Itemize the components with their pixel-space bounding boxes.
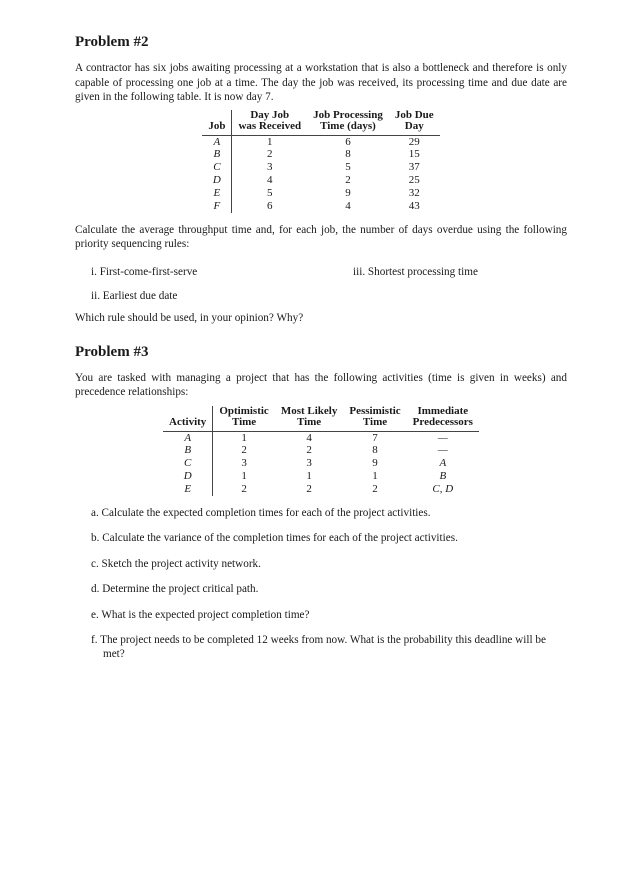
job-id: C: [202, 162, 232, 175]
table-cell: 9: [345, 186, 351, 199]
table-cell: 1: [241, 469, 247, 482]
activities-header: Activity: [163, 417, 213, 431]
problem-3-intro: You are tasked with managing a project that has the following activities (time is given in weeks) and precedence relationships:: [75, 371, 567, 399]
task-item: a. Calculate the expected completion times for each of the project activities.: [91, 506, 431, 519]
table-row: [202, 149, 439, 162]
activity-id: D: [163, 470, 213, 483]
activities-header: Pessimistic: [349, 404, 401, 417]
table-row: [163, 483, 479, 496]
table-cell: 2: [372, 482, 378, 495]
table-cell: A: [439, 457, 447, 470]
table-cell: 25: [408, 173, 420, 186]
jobs-header: Job: [202, 121, 232, 135]
table-row: [202, 162, 439, 175]
jobs-header: Job Due: [394, 108, 434, 121]
table-cell: 2: [267, 148, 273, 161]
table-cell: —: [437, 431, 448, 444]
problem-2-title: Problem #2: [75, 34, 149, 50]
table-cell: 3: [306, 457, 312, 470]
table-row: [202, 200, 439, 213]
table-row: [163, 470, 479, 483]
rule-item: ii. Earliest due date: [91, 289, 178, 302]
jobs-header: Job Processing: [313, 108, 383, 121]
table-cell: 7: [372, 431, 378, 444]
activities-header: Time: [343, 417, 406, 431]
table-cell: 1: [241, 431, 247, 444]
activities-header: Time: [275, 417, 344, 431]
table-cell: 6: [345, 135, 351, 148]
table-cell: 2: [306, 482, 312, 495]
table-row: [202, 174, 439, 187]
table-cell: 32: [408, 186, 420, 199]
problem-2-question: Calculate the average throughput time and, for each job, the number of days overdue using the following priority sequencing rules:: [75, 223, 567, 251]
table-cell: 2: [345, 173, 351, 186]
task-item: c. Sketch the project activity network.: [91, 557, 261, 570]
activities-table: [163, 406, 479, 496]
table-cell: 4: [306, 431, 312, 444]
table-row: [163, 445, 479, 458]
document-page: [75, 32, 567, 673]
table-cell: 5: [345, 161, 351, 174]
table-cell: 8: [372, 444, 378, 457]
rules-list: [75, 265, 567, 279]
task-item: b. Calculate the variance of the completion times for each of the project activities.: [91, 532, 458, 545]
problem-3-title: Problem #3: [75, 343, 149, 360]
table-row: [163, 431, 479, 444]
jobs-header: Day Job: [250, 108, 290, 121]
table-cell: 2: [306, 444, 312, 457]
jobs-header: Day: [389, 121, 440, 135]
job-id: A: [202, 135, 232, 148]
table-cell: 43: [408, 199, 420, 212]
table-cell: 29: [408, 135, 420, 148]
table-row: [202, 135, 439, 148]
table-cell: 2: [241, 482, 247, 495]
job-id: F: [202, 200, 232, 213]
activities-header: Optimistic: [219, 404, 269, 417]
task-item: e. What is the expected project completion time?: [91, 608, 310, 621]
rule-item: i. First-come-first-serve: [91, 265, 198, 278]
job-id: D: [202, 174, 232, 187]
activities-header: Predecessors: [407, 417, 479, 431]
table-cell: 3: [241, 457, 247, 470]
problem-2-intro: A contractor has six jobs awaiting processing at a workstation that is also a bottleneck and therefore is only capable of processing one job at a time. The day the job was received, its processing time and due date are given in the following table. It is now day 7.: [75, 62, 567, 104]
table-cell: 6: [267, 199, 273, 212]
task-item: d. Determine the project critical path.: [91, 583, 259, 596]
jobs-header: was Received: [232, 121, 307, 135]
activities-header: Most Likely: [280, 404, 338, 417]
table-cell: 1: [306, 469, 312, 482]
table-cell: 15: [408, 148, 420, 161]
activity-id: A: [163, 431, 213, 444]
table-cell: 1: [372, 469, 378, 482]
activity-id: B: [163, 445, 213, 458]
activities-header: Immediate: [417, 404, 469, 417]
activities-header: Time: [213, 417, 275, 431]
table-cell: C, D: [432, 482, 454, 495]
table-row: [202, 187, 439, 200]
table-cell: 4: [267, 173, 273, 186]
job-id: B: [202, 149, 232, 162]
table-cell: 4: [345, 199, 351, 212]
tasks-list: [75, 506, 567, 662]
job-id: E: [202, 187, 232, 200]
activity-id: E: [163, 483, 213, 496]
activity-id: C: [163, 458, 213, 471]
table-row: [163, 458, 479, 471]
table-cell: 3: [267, 161, 273, 174]
table-cell: 1: [267, 135, 273, 148]
table-cell: —: [437, 444, 448, 457]
jobs-header: Time (days): [307, 121, 389, 135]
problem-2-followup: Which rule should be used, in your opinion? Why?: [75, 311, 304, 324]
table-cell: B: [439, 469, 447, 482]
table-cell: 5: [267, 186, 273, 199]
jobs-table: [202, 110, 439, 213]
table-cell: 2: [241, 444, 247, 457]
task-item: f. The project needs to be completed 12 weeks from now. What is the probability this deadline will be met?: [91, 634, 546, 661]
table-cell: 37: [408, 161, 420, 174]
rule-item: iii. Shortest processing time: [353, 265, 478, 278]
table-cell: 8: [345, 148, 351, 161]
table-cell: 9: [372, 457, 378, 470]
